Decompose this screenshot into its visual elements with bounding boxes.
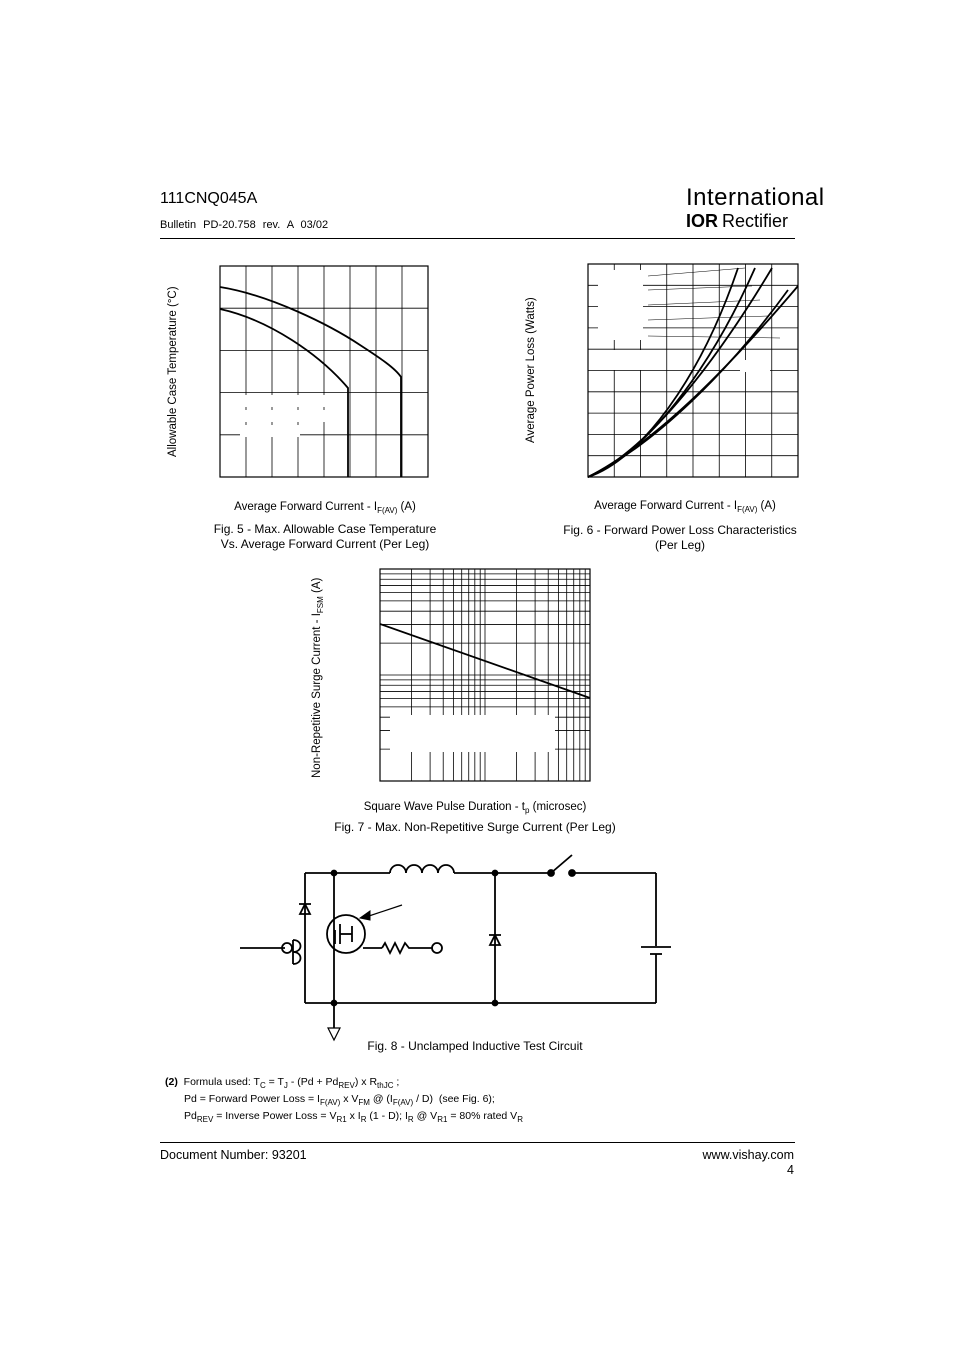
battery-symbol: [641, 947, 671, 954]
fig5-caption-line1: Fig. 5 - Max. Allowable Case Temperature: [213, 522, 437, 536]
fig8-caption: Fig. 8 - Unclamped Inductive Test Circuit: [367, 1039, 583, 1053]
note-inverse-loss: $Pd_{REV}$ = Inverse Power Loss = $V_{R1}$ x $I_R$ (1 - D); $I_R$ @ $V_{R1} = 80\%$ rated $V_R$: [184, 1110, 523, 1124]
ground-symbol: [328, 1028, 340, 1040]
logo-rectifier-text: Rectifier: [722, 211, 789, 231]
bulletin-info: Bulletin PD-20.758 rev. A 03/02: [160, 219, 329, 231]
fig5-y-axis-label: Allowable Case Temperature (°C): [167, 286, 179, 457]
fig7-plot: [380, 569, 590, 781]
logo-brand-mark: IOR: [686, 211, 719, 231]
fig6-y-axis-label: Average Power Loss (Watts): [525, 297, 537, 443]
note-formula: (2) Formula used: $T_C = T_J - (Pd + Pd_{REV})$ x $R_{thJC}$ ;: [165, 1076, 400, 1090]
fig5-x-axis-label: Average Forward Current - $I_{F(AV)}$ (A): [234, 501, 416, 515]
fig6-plot: [588, 264, 798, 477]
fig8-circuit: [240, 855, 671, 1040]
fig6-caption: [555, 523, 805, 553]
page-number: 4: [787, 1163, 794, 1177]
inductor-symbol: [390, 865, 454, 873]
company-logo-line1: International: [686, 184, 825, 211]
fig5-curve-dc: [220, 287, 401, 477]
fig6-caption-line2: (Per Leg): [654, 538, 706, 552]
fig7-x-axis-label: Square Wave Pulse Duration - $t_p$ (microsec): [363, 801, 587, 815]
part-number: 111CNQ045A: [160, 190, 258, 207]
current-probe-symbol: [282, 940, 301, 964]
fig7-y-axis-label: Non-Repetitive Surge Current - $I_{FSM}$ (A): [311, 577, 325, 778]
website-link[interactable]: www.vishay.com: [702, 1148, 794, 1162]
fig5-plot: [220, 266, 428, 477]
fig5-caption-line2: Vs. Average Forward Current (Per Leg): [220, 537, 430, 551]
fig5-caption: [190, 522, 460, 552]
fig6-x-axis-label: Average Forward Current - $I_{F(AV)}$ (A): [594, 500, 776, 514]
footer-divider: [160, 1142, 795, 1143]
fig7-caption: Fig. 7 - Max. Non-Repetitive Surge Current (Per Leg): [334, 820, 616, 834]
fig6-caption-line1: Fig. 6 - Forward Power Loss Characteristics: [563, 523, 797, 537]
gate-resistor-symbol: [382, 943, 432, 953]
note-forward-loss: Pd = Forward Power Loss = $I_{F(AV)}$ x $V_{FM}$ @ $(I_{F(AV)} / D)$ (see Fig. 6);: [184, 1093, 495, 1107]
mosfet-symbol: [327, 915, 382, 953]
document-number: Document Number: 93201: [160, 1148, 307, 1162]
